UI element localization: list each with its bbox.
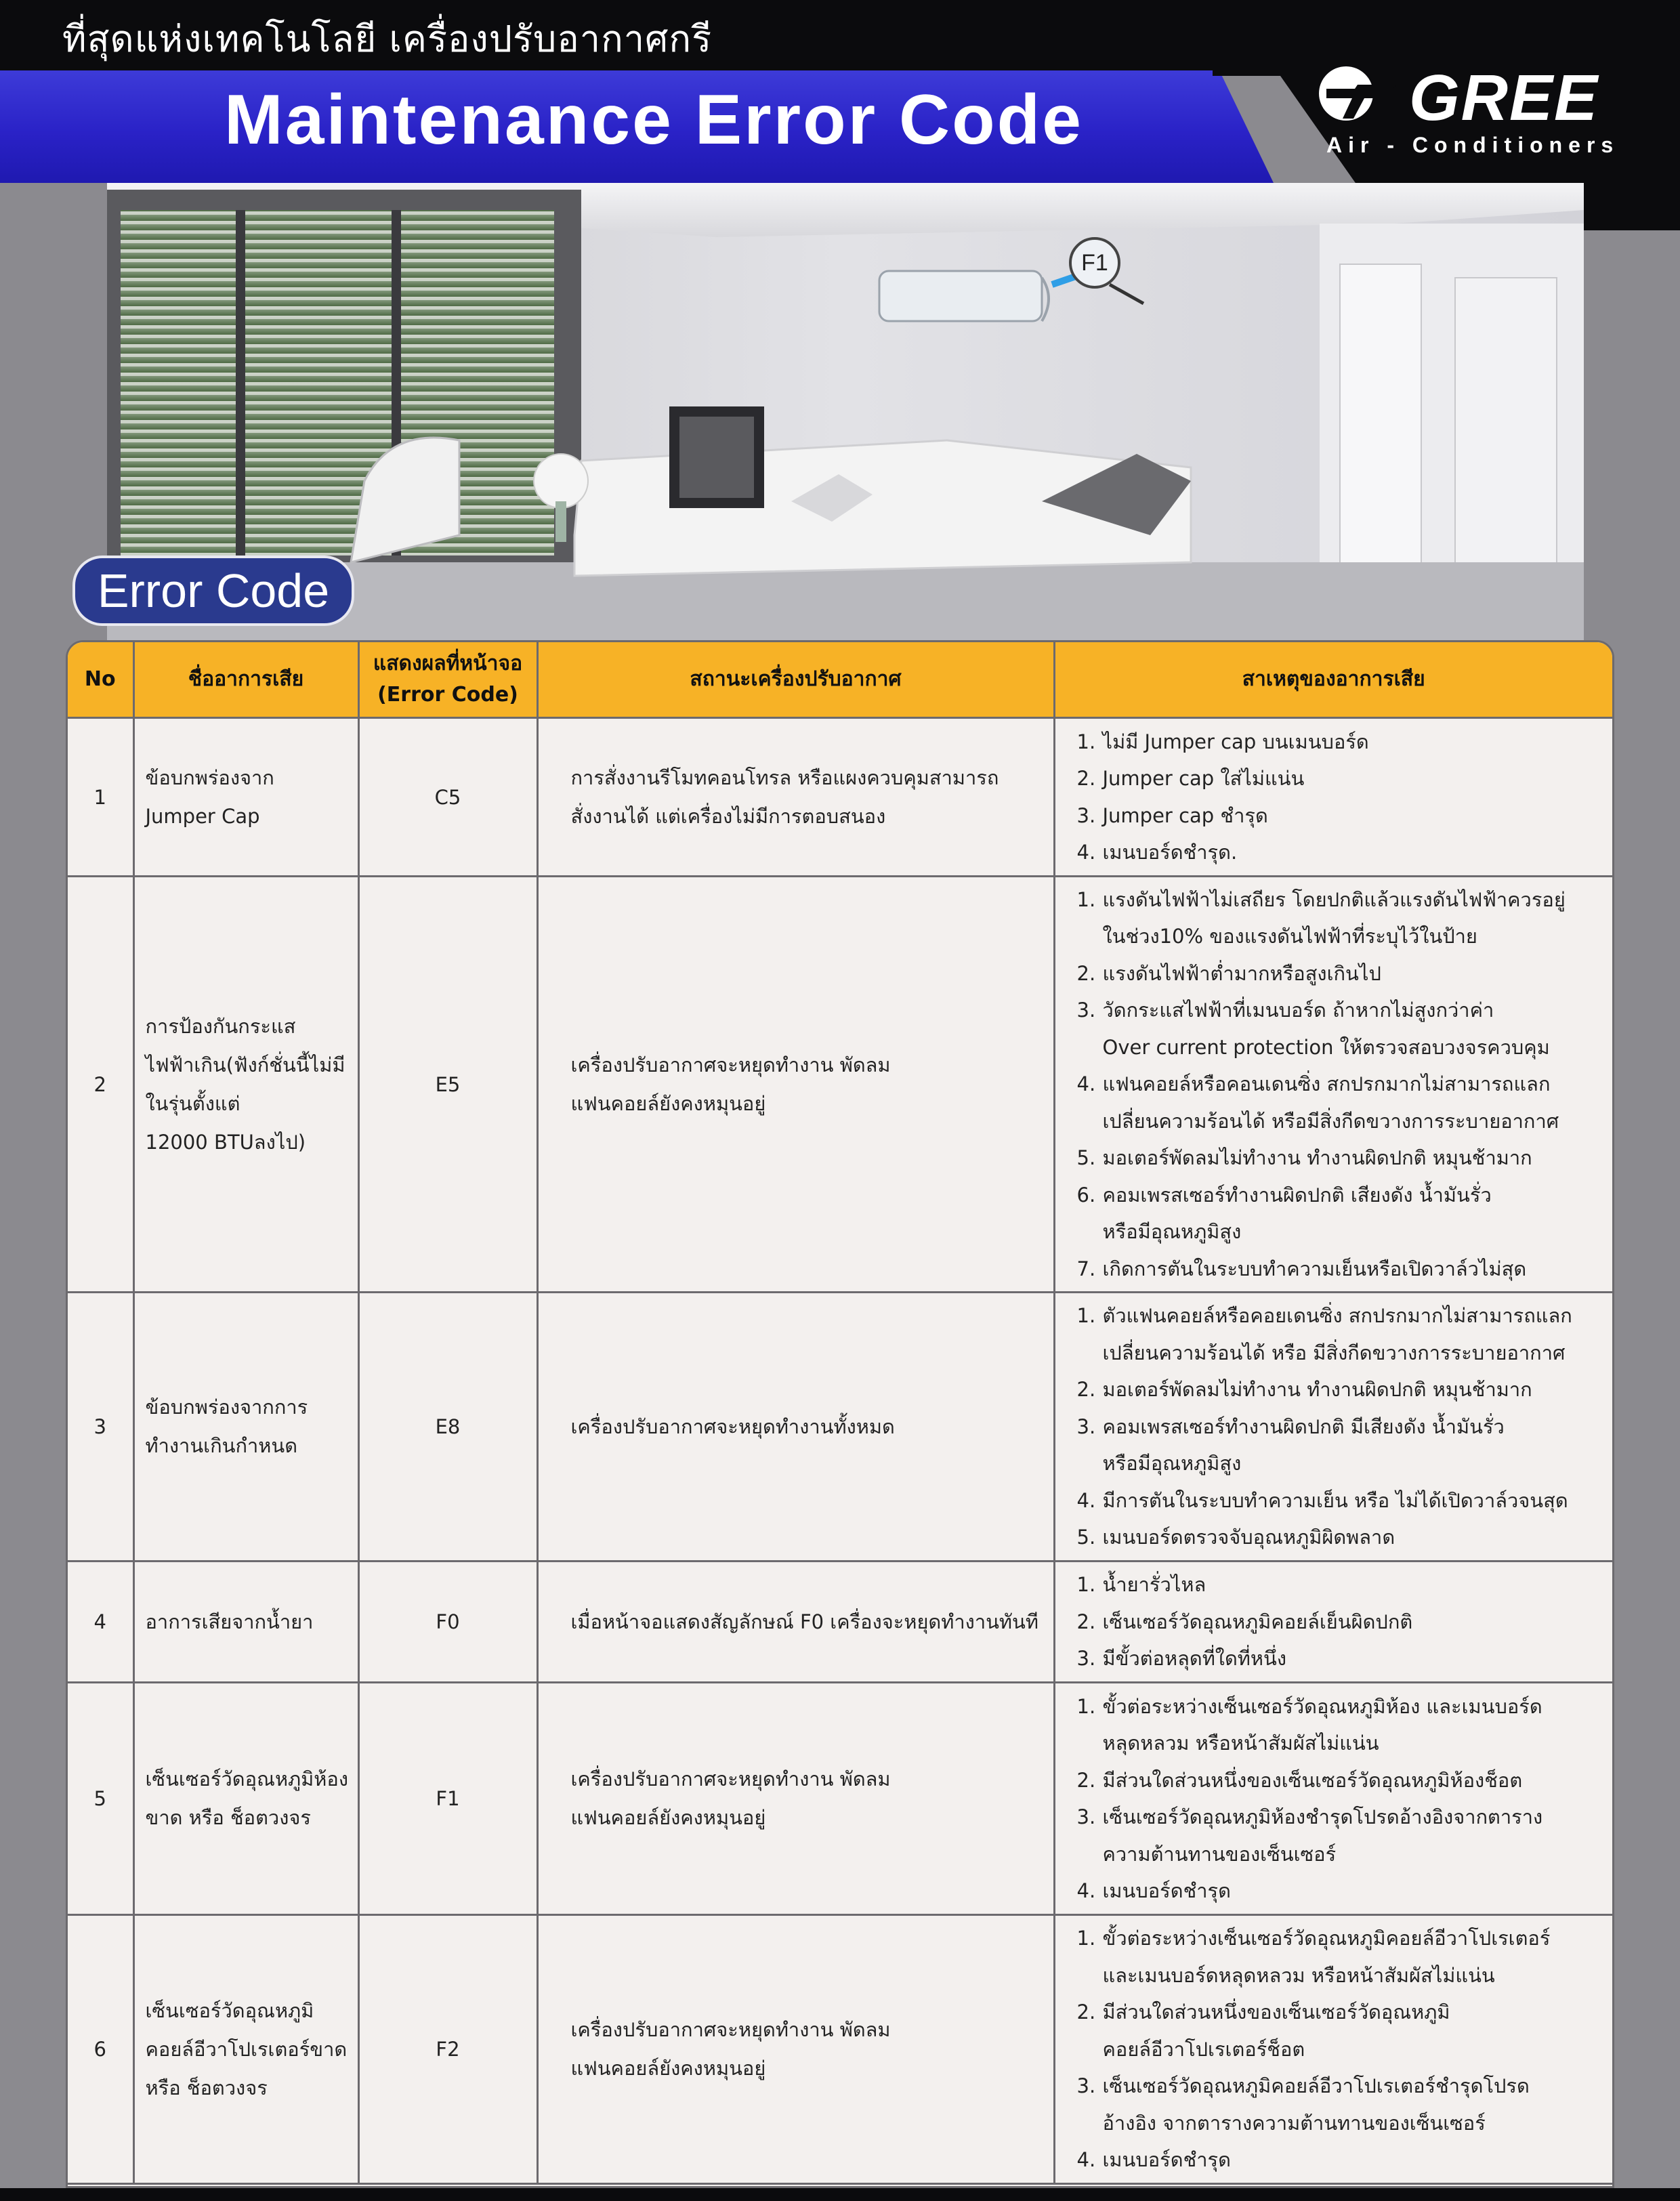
cause-item (1077, 1297, 1613, 1371)
cause-line (1077, 1482, 1613, 1519)
status-line: เครื่องปรับอากาศจะหยุดทำงาน พัดลม (570, 2018, 891, 2041)
error-code-badge-label: Error Code (97, 564, 330, 617)
cause-text: Jumper cap ชำรุด (1102, 803, 1268, 827)
cell-no: 4 (68, 1561, 133, 1683)
cause-line (1077, 2068, 1613, 2105)
cause-continuation: Over current protection ให้ตรวจสอบวงจรควบคุม (1102, 1035, 1550, 1059)
cause-number: 3. (1076, 803, 1096, 827)
cause-line (1077, 1994, 1613, 2031)
cause-text: เซ็นเซอร์วัดอุณหภูมิคอยล์อีวาโปเรเตอร์ชำรุดโปรด (1102, 2074, 1530, 2098)
cause-line (1077, 955, 1613, 992)
cell-no: 2 (68, 877, 133, 1293)
cell-error-code: F0 (358, 1561, 537, 1683)
cause-item (1077, 1688, 1613, 1762)
cause-number: 3. (1076, 1805, 1096, 1828)
cause-continuation: หรือมีอุณหภูมิสูง (1102, 1452, 1242, 1475)
cause-line (1077, 724, 1613, 761)
cause-number: 2. (1076, 1768, 1096, 1792)
cause-line (1077, 992, 1613, 1029)
cause-item (1077, 1603, 1613, 1641)
error-name-line: ขาด หรือ ช็อตวงจร (145, 1806, 311, 1829)
cause-text: ตัวแฟนคอยล์หรือคอยเดนซิ่ง สกปรกมากไม่สามารถแลก (1102, 1304, 1572, 1328)
table-header-row (68, 642, 1612, 718)
cause-line (1077, 1297, 1613, 1335)
cause-number: 3. (1076, 2074, 1096, 2098)
cause-continuation: หลุดหลวม หรือหน้าสัมผัสไม่แน่น (1102, 1732, 1379, 1755)
cell-error-name (133, 1683, 358, 1915)
cause-item (1077, 1994, 1613, 2068)
table-row (68, 877, 1612, 1293)
cause-text: วัดกระแสไฟฟ้าที่เมนบอร์ด ถ้าหากไม่สูงกว่าค่า (1102, 999, 1494, 1022)
page-title: Maintenance Error Code (224, 81, 1084, 159)
error-name-line: Jumper Cap (145, 804, 260, 828)
cause-text: แรงดันไฟฟ้าต่ำมากหรือสูงเกินไป (1102, 961, 1381, 985)
cause-number: 2. (1076, 961, 1096, 985)
cause-item (1077, 881, 1613, 955)
status-line: สั่งงานได้ แต่เครื่องไม่มีการตอบสนอง (570, 804, 886, 828)
header-display-line1: แสดงผลที่หน้าจอ (373, 651, 523, 675)
error-name-line: คอยล์อีวาโปเรเตอร์ขาด (145, 2037, 348, 2061)
status-line: เครื่องปรับอากาศจะหยุดทำงานทั้งหมด (570, 1414, 895, 1438)
cause-continuation: เปลี่ยนความร้อนได้ หรือ มีสิ่งกีดขวางการระบายอากาศ (1102, 1341, 1566, 1364)
header-cause: สาเหตุของอาการเสีย (1054, 642, 1612, 718)
cell-status (537, 1915, 1054, 2184)
cause-number: 4. (1076, 2148, 1096, 2172)
status-line: แฟนคอยล์ยังคงหมุนอยู่ (570, 2057, 766, 2080)
cell-no: 5 (68, 1683, 133, 1915)
gree-logo-icon (1317, 64, 1397, 123)
cause-text: เกิดการตันในระบบทำความเย็นหรือเปิดวาล์วไม่สุด (1102, 1257, 1527, 1280)
cause-text: คอมเพรสเซอร์ทำงานผิดปกติ มีเสียงดัง น้ำมันรั่ว (1102, 1414, 1505, 1438)
cause-text: มีขั้วต่อหลุดที่ใดที่หนึ่ง (1102, 1647, 1287, 1671)
cause-line (1077, 2141, 1613, 2179)
cell-causes (1054, 1561, 1612, 1683)
cause-number: 1. (1076, 730, 1096, 753)
cause-item (1077, 1519, 1613, 1556)
cause-number: 4. (1076, 1488, 1096, 1512)
table-row (68, 1561, 1612, 1683)
cause-text: มอเตอร์พัดลมไม่ทำงาน ทำงานผิดปกติ หมุนช้ามาก (1102, 1146, 1532, 1170)
cell-error-code: F2 (358, 1915, 537, 2184)
cause-number: 2. (1076, 1610, 1096, 1633)
cause-item (1077, 992, 1613, 1066)
cause-line (1077, 1139, 1613, 1177)
cause-line (1077, 1066, 1613, 1103)
cause-number: 5. (1076, 1146, 1096, 1170)
cause-item (1077, 834, 1613, 871)
cell-error-name (133, 718, 358, 877)
cause-number: 4. (1076, 1879, 1096, 1902)
cause-number: 4. (1076, 841, 1096, 864)
cause-continuation: หรือมีอุณหภูมิสูง (1102, 1220, 1242, 1244)
cause-text: เมนบอร์ดตรวจจับอุณหภูมิผิดพลาด (1102, 1526, 1395, 1549)
error-code-table (66, 640, 1614, 2188)
cause-continuation: คอยล์อีวาโปเรเตอร์ช็อต (1102, 2037, 1305, 2061)
cause-item (1077, 724, 1613, 761)
status-line: เครื่องปรับอากาศจะหยุดทำงาน พัดลม (570, 1053, 891, 1076)
cause-text: เซ็นเซอร์วัดอุณหภูมิห้องชำรุดโปรดอ้างอิงจากตาราง (1102, 1805, 1543, 1828)
cause-text: Jumper cap ใส่ไม่แน่น (1102, 767, 1305, 790)
cause-number: 7. (1076, 1257, 1096, 1280)
cell-no: 3 (68, 1293, 133, 1561)
cause-number: 1. (1076, 1573, 1096, 1597)
cause-item (1077, 1566, 1613, 1603)
cause-number: 2. (1076, 2000, 1096, 2024)
bottom-strip (0, 2188, 1680, 2201)
cause-number: 1. (1076, 887, 1096, 911)
cause-number: 3. (1076, 1414, 1096, 1438)
cause-text: น้ำยารั่วไหล (1102, 1573, 1206, 1597)
error-name-line: ข้อบกพร่องจากการ (145, 1396, 308, 1419)
cause-line (1077, 1371, 1613, 1408)
header-name: ชื่ออาการเสีย (133, 642, 358, 718)
error-name-line: อาการเสียจากน้ำยา (145, 1610, 314, 1633)
cause-item (1077, 1371, 1613, 1408)
cause-text: ขั้วต่อระหว่างเซ็นเซอร์วัดอุณหภูมิห้อง และเมนบอร์ด (1102, 1694, 1542, 1718)
cell-status (537, 718, 1054, 877)
cause-continuation: ในช่วง10% ของแรงดันไฟฟ้าที่ระบุไว้ในป้าย (1102, 925, 1477, 948)
cause-number: 4. (1076, 1072, 1096, 1096)
status-line: แฟนคอยล์ยังคงหมุนอยู่ (570, 1091, 766, 1115)
cause-line (1077, 1566, 1613, 1603)
cell-status (537, 1561, 1054, 1683)
cause-text: มีการตันในระบบทำความเย็น หรือ ไม่ได้เปิดวาล์วจนสุด (1102, 1488, 1568, 1512)
thai-tagline: ที่สุดแห่งเทคโนโลยี เครื่องปรับอากาศกรี (62, 18, 713, 60)
cause-line (1077, 1872, 1613, 1910)
cell-error-code: E8 (358, 1293, 537, 1561)
cell-causes (1054, 1915, 1612, 2184)
cause-number: 5. (1076, 1526, 1096, 1549)
error-name-line: ข้อบกพร่องจาก (145, 766, 274, 789)
cause-line (1077, 1920, 1613, 1957)
cell-status (537, 877, 1054, 1293)
cause-item (1077, 1762, 1613, 1799)
header-display-line2: (Error Code) (377, 683, 518, 707)
cause-number: 6. (1076, 1183, 1096, 1207)
status-line: แฟนคอยล์ยังคงหมุนอยู่ (570, 1806, 766, 1829)
header-no: No (68, 642, 133, 718)
cause-item (1077, 955, 1613, 992)
cause-line (1077, 1519, 1613, 1556)
cause-item (1077, 1066, 1613, 1139)
cause-line (1077, 1640, 1613, 1677)
cause-text: มอเตอร์พัดลมไม่ทำงาน ทำงานผิดปกติ หมุนช้ามาก (1102, 1378, 1532, 1402)
cause-item (1077, 1482, 1613, 1519)
cell-error-code: C5 (358, 718, 537, 877)
cause-number: 3. (1076, 1647, 1096, 1671)
cause-text: มีส่วนใดส่วนหนึ่งของเซ็นเซอร์วัดอุณหภูมิห้องช็อต (1102, 1768, 1523, 1792)
cause-line (1077, 1177, 1613, 1214)
cause-item (1077, 760, 1613, 797)
f1-callout: F1 (1069, 237, 1120, 289)
cause-number: 1. (1076, 1694, 1096, 1718)
status-line: เมื่อหน้าจอแสดงสัญลักษณ์ F0 เครื่องจะหยุดทำงานทันที (570, 1610, 1038, 1633)
cause-item (1077, 1799, 1613, 1872)
cause-text: เมนบอร์ดชำรุด (1102, 2148, 1231, 2172)
cell-error-name (133, 1293, 358, 1561)
cause-text: ไม่มี Jumper cap บนเมนบอร์ด (1102, 730, 1369, 753)
cause-item (1077, 797, 1613, 835)
error-name-line: ในรุ่นตั้งแต่ (145, 1091, 240, 1115)
cause-line (1077, 1688, 1613, 1725)
cause-number: 1. (1076, 1927, 1096, 1950)
cause-item (1077, 1872, 1613, 1910)
table-row (68, 1683, 1612, 1915)
cell-no: 6 (68, 1915, 133, 2184)
brand-subtitle: Air - Conditioners (1326, 133, 1620, 157)
cell-no: 1 (68, 718, 133, 877)
header-status: สถานะเครื่องปรับอากาศ (537, 642, 1054, 718)
table-row (68, 1915, 1612, 2184)
error-name-line: หรือ ช็อตวงจร (145, 2076, 268, 2099)
error-name-line: ทำงานเกินกำหนด (145, 1434, 298, 1457)
cause-number: 1. (1076, 1304, 1096, 1328)
cell-status (537, 1683, 1054, 1915)
cause-number: 2. (1076, 1378, 1096, 1402)
cause-line (1077, 797, 1613, 835)
table-row (68, 718, 1612, 877)
error-code-badge (72, 556, 354, 626)
status-line: การสั่งงานรีโมทคอนโทรล หรือแผงควบคุมสามารถ (570, 766, 999, 789)
cell-causes (1054, 877, 1612, 1293)
table-body (68, 718, 1612, 2184)
cause-text: เซ็นเซอร์วัดอุณหภูมิคอยล์เย็นผิดปกติ (1102, 1610, 1413, 1633)
header-display (358, 642, 537, 718)
cell-error-name (133, 877, 358, 1293)
cause-text: ขั้วต่อระหว่างเซ็นเซอร์วัดอุณหภูมิคอยล์อีวาโปเรเตอร์ (1102, 1927, 1551, 1950)
cause-line (1077, 834, 1613, 871)
table-row (68, 1293, 1612, 1561)
cause-continuation: ความต้านทานของเซ็นเซอร์ (1102, 1842, 1337, 1866)
cause-item (1077, 1408, 1613, 1482)
cause-item (1077, 2141, 1613, 2179)
cause-line (1077, 1603, 1613, 1641)
error-name-line: ไฟฟ้าเกิน(ฟังก์ชั่นนี้ไม่มี (145, 1053, 345, 1076)
cause-line (1077, 1799, 1613, 1836)
cell-status (537, 1293, 1054, 1561)
cell-error-name (133, 1561, 358, 1683)
cell-error-code: E5 (358, 877, 537, 1293)
cause-line (1077, 881, 1613, 919)
cause-continuation: เปลี่ยนความร้อนได้ หรือมีสิ่งกีดขวางการระบายอากาศ (1102, 1109, 1559, 1133)
error-name-line: เซ็นเซอร์วัดอุณหภูมิ (145, 1998, 314, 2022)
cause-text: เมนบอร์ดชำรุด (1102, 1879, 1231, 1902)
error-name-line: 12000 BTUลงไป) (145, 1130, 306, 1154)
cause-line (1077, 1762, 1613, 1799)
cell-causes (1054, 1293, 1612, 1561)
cause-line (1077, 1408, 1613, 1446)
cell-causes (1054, 1683, 1612, 1915)
cause-text: แฟนคอยล์หรือคอนเดนซิ่ง สกปรกมากไม่สามารถแลก (1102, 1072, 1551, 1096)
cause-text: มีส่วนใดส่วนหนึ่งของเซ็นเซอร์วัดอุณหภูมิ (1102, 2000, 1450, 2024)
cause-text: แรงดันไฟฟ้าไม่เสถียร โดยปกติแล้วแรงดันไฟฟ้าควรอยู่ (1102, 887, 1566, 911)
cause-number: 3. (1076, 999, 1096, 1022)
cause-text: คอมเพรสเซอร์ทำงานผิดปกติ เสียงดัง น้ำมันรั่ว (1102, 1183, 1492, 1207)
cause-text: เมนบอร์ดชำรุด. (1102, 841, 1238, 864)
cell-error-name (133, 1915, 358, 2184)
cause-continuation: อ้างอิง จากตารางความต้านทานของเซ็นเซอร์ (1102, 2111, 1486, 2135)
cause-line (1077, 1251, 1613, 1288)
cause-item (1077, 1251, 1613, 1288)
error-name-line: เซ็นเซอร์วัดอุณหภูมิห้อง (145, 1767, 348, 1790)
cell-error-code: F1 (358, 1683, 537, 1915)
cause-number: 2. (1076, 767, 1096, 790)
cell-causes (1054, 718, 1612, 877)
status-line: เครื่องปรับอากาศจะหยุดทำงาน พัดลม (570, 1767, 891, 1790)
cause-item (1077, 1177, 1613, 1251)
cause-item (1077, 2068, 1613, 2141)
cause-item (1077, 1640, 1613, 1677)
cause-line (1077, 760, 1613, 797)
brand-wordmark: GREE (1409, 62, 1599, 134)
cause-continuation: และเมนบอร์ดหลุดหลวม หรือหน้าสัมผัสไม่แน่น (1102, 1963, 1495, 1987)
cause-item (1077, 1139, 1613, 1177)
error-name-line: การป้องกันกระแส (145, 1014, 296, 1038)
cause-item (1077, 1920, 1613, 1994)
